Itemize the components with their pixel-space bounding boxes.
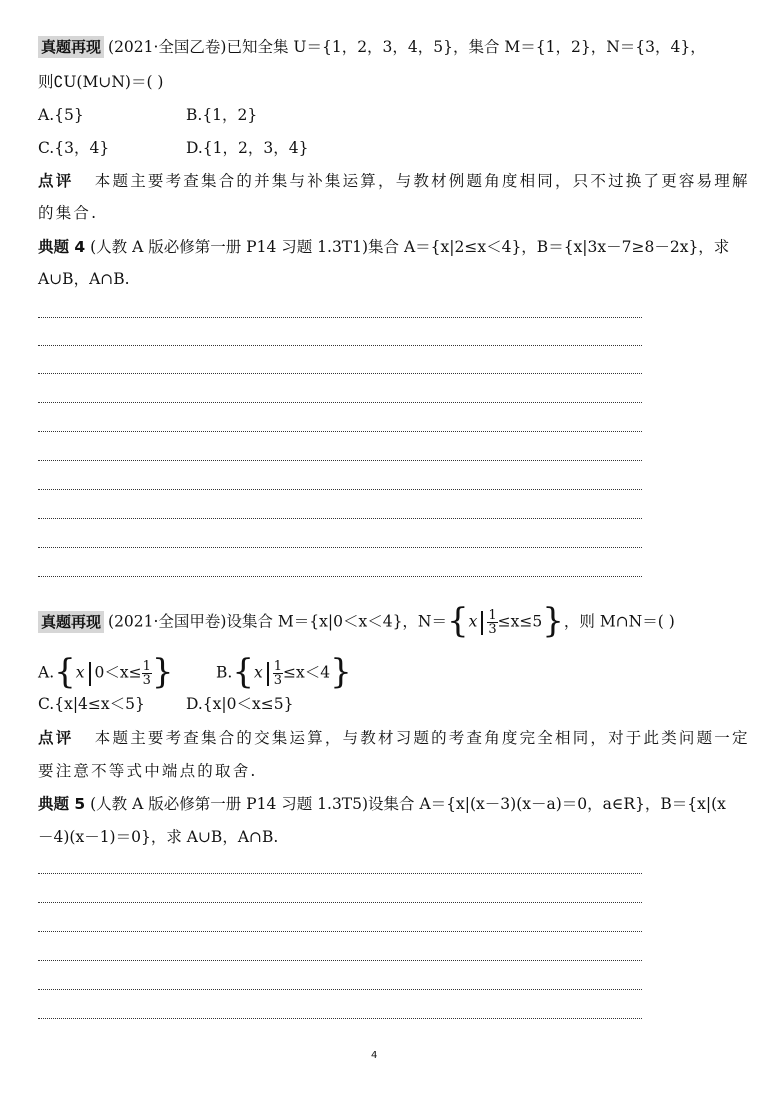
page-number: 4	[371, 1050, 378, 1061]
example-5-line-1	[38, 793, 726, 815]
fraction-den: 3	[273, 673, 282, 688]
brace-open: {	[232, 651, 254, 692]
answer-line	[38, 931, 642, 932]
set-cond: ≤x≤5	[497, 612, 543, 631]
answer-line	[38, 989, 642, 990]
answer-line	[38, 460, 642, 461]
question-stem: (2021·全国乙卷)已知全集 U＝{1，2，3，4，5}，集合 M＝{1，2}，N＝{3，4}，	[108, 38, 706, 56]
comment-2-line-2: 要注意不等式中端点的取舍.	[38, 762, 258, 780]
answer-line	[38, 902, 642, 903]
fraction-num: 1	[488, 608, 497, 623]
brace-close: }	[151, 651, 174, 692]
example-4-text: (人教 A 版必修第一册 P14 习题 1.3T1)集合 A＝{x|2≤x＜4}，B＝{x|3x－7≥8－2x}，求	[90, 238, 730, 256]
example-5-text: (人教 A 版必修第一册 P14 习题 1.3T5)设集合 A＝{x|(x－3)(x－a)＝0，a∈R}，B＝{x|(x	[90, 795, 726, 813]
option-2b-var: x	[253, 663, 263, 682]
option-2a-cond: 0＜x≤	[94, 663, 142, 682]
answer-line	[38, 547, 642, 548]
question-2-stem: (2021·全国甲卷)设集合 M＝{x|0＜x＜4}，N＝	[108, 612, 447, 631]
question-2-tag: 真题再现	[38, 611, 104, 633]
answer-line	[38, 873, 642, 874]
option-b: B.{1，2}	[186, 106, 258, 124]
answer-line	[38, 345, 642, 346]
answer-line	[38, 489, 642, 490]
answer-line	[38, 960, 642, 961]
example-4-line-2: A∪B，A∩B.	[38, 270, 130, 288]
comment-line-2: 的集合.	[38, 204, 99, 222]
set-bar	[481, 611, 483, 635]
option-2a-var: x	[75, 663, 85, 682]
example-5-line-2: －4)(x－1)＝0}，求 A∪B，A∩B.	[38, 828, 279, 846]
comment-2-line-1	[38, 727, 750, 749]
set-bar	[267, 662, 269, 686]
option-2c: C.{x|4≤x＜5}	[38, 695, 145, 713]
option-2a-label: A.	[38, 663, 55, 682]
option-2b	[216, 651, 352, 692]
example-4-line-1	[38, 236, 729, 258]
fraction-den: 3	[488, 622, 497, 637]
brace-open: {	[447, 600, 469, 641]
option-a: A.{5}	[38, 106, 84, 124]
fraction-num: 1	[273, 659, 282, 674]
question-2-line-1	[38, 600, 675, 641]
answer-line	[38, 1018, 642, 1019]
answer-line	[38, 576, 642, 577]
option-2b-label: B.	[216, 663, 233, 682]
option-c: C.{3，4}	[38, 139, 110, 157]
option-2b-cond: ≤x＜4	[283, 663, 331, 682]
fraction-num: 1	[142, 659, 151, 674]
brace-close: }	[330, 651, 352, 692]
comment-tag: 点评	[38, 172, 74, 190]
fraction	[487, 609, 497, 636]
comment-line-1	[38, 170, 750, 192]
answer-line	[38, 373, 642, 374]
answer-line	[38, 402, 642, 403]
answer-line	[38, 431, 642, 432]
brace-close: }	[542, 600, 564, 641]
question-2-suffix: ，则 M∩N＝( )	[563, 612, 675, 631]
example-4-tag: 典题 4	[38, 238, 86, 256]
fraction	[142, 660, 152, 687]
set-bar	[89, 662, 91, 686]
option-2d: D.{x|0＜x≤5}	[186, 695, 294, 713]
answer-line	[38, 518, 642, 519]
brace-open: {	[54, 651, 76, 692]
comment-2-tag: 点评	[38, 729, 74, 747]
comment-2-text: 本题主要考查集合的交集运算，与教材习题的考查角度完全相同，对于此类问题一定	[94, 729, 750, 747]
fraction-den: 3	[142, 673, 151, 688]
option-2a	[38, 651, 174, 692]
set-var: x	[468, 612, 478, 631]
answer-line	[38, 317, 642, 318]
fraction	[273, 660, 283, 687]
option-d: D.{1，2，3，4}	[186, 139, 309, 157]
comment-text: 本题主要考查集合的并集与补集运算，与教材例题角度相同，只不过换了更容易理解	[94, 172, 750, 190]
question-stem-line-2: 则∁U(M∪N)＝( )	[38, 73, 164, 91]
example-5-tag: 典题 5	[38, 795, 86, 813]
question-line-1	[38, 36, 706, 58]
question-tag: 真题再现	[38, 36, 104, 58]
